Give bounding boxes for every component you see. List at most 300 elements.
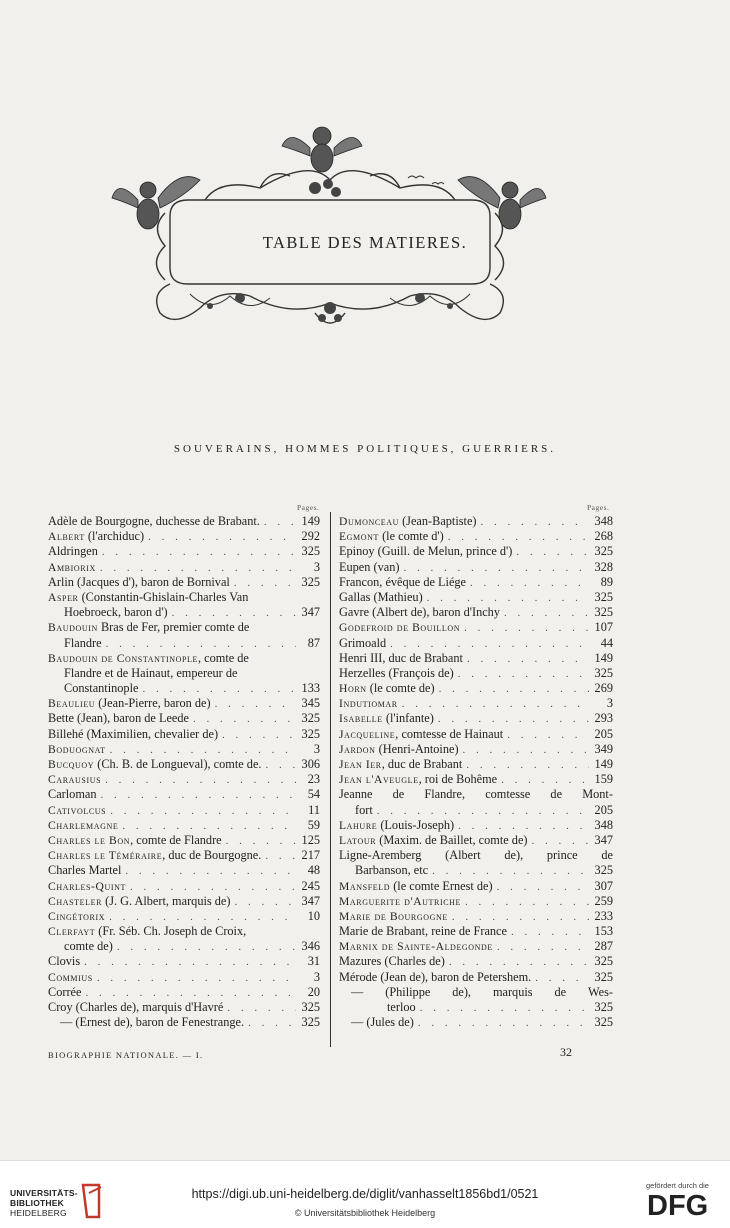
leader-dots — [102, 545, 296, 559]
index-entry — [48, 879, 320, 894]
entry-continuation: Constantinople — [64, 681, 139, 696]
entry-detail: (Ch. B. de Longueval), comte de. — [94, 757, 262, 771]
entry-name — [48, 803, 106, 818]
leader-dots — [125, 864, 296, 878]
entry-word: de — [601, 848, 613, 863]
entry-text: (Jules de) — [366, 1015, 414, 1030]
index-entry — [48, 985, 320, 1000]
index-entry — [48, 848, 320, 863]
entry-name — [48, 848, 261, 863]
leader-dots — [122, 819, 296, 833]
entry-surname: Egmont — [339, 530, 380, 544]
entry-page: 328 — [594, 559, 613, 574]
leader-dots — [432, 864, 589, 878]
index-entry — [48, 651, 320, 697]
entry-name — [339, 711, 434, 726]
entry-page: 325 — [594, 954, 613, 969]
entry-page: 347 — [594, 832, 613, 847]
entry-name — [48, 544, 98, 559]
entry-line — [48, 772, 320, 787]
entry-surname: Godefroid de Bouillon — [339, 621, 461, 635]
entry-name — [339, 894, 461, 909]
entry-detail: (Fr. Séb. Ch. Joseph de Croix, — [95, 924, 247, 939]
index-entry — [48, 970, 320, 985]
index-entry — [339, 787, 613, 817]
entry-line — [339, 757, 613, 772]
entry-line — [339, 879, 613, 894]
index-entry — [339, 560, 613, 575]
leader-dots — [439, 682, 589, 696]
leader-dots — [449, 955, 589, 969]
index-entry — [48, 711, 320, 726]
entry-name — [48, 787, 97, 802]
entry-line — [339, 1000, 613, 1015]
entry-line — [48, 636, 320, 651]
entry-page: 325 — [301, 726, 320, 741]
entry-page: 87 — [307, 635, 320, 650]
entry-line — [339, 848, 613, 863]
entry-line — [339, 742, 613, 757]
entry-name — [48, 727, 218, 742]
index-entry — [48, 833, 320, 848]
entry-continuation: fort — [355, 802, 373, 817]
index-entry — [339, 848, 613, 878]
entry-name — [48, 772, 101, 787]
leader-dots — [110, 743, 296, 757]
entry-line — [48, 939, 320, 954]
entry-line — [339, 711, 613, 726]
leader-dots — [470, 576, 589, 590]
pages-label-right: Pages. — [587, 503, 610, 512]
entry-line — [48, 605, 320, 620]
leader-dots — [215, 697, 296, 711]
entry-page: 153 — [594, 924, 613, 939]
entry-page: 10 — [307, 908, 320, 923]
entry-detail: , comte de — [198, 650, 249, 665]
entry-surname: Horn — [339, 682, 367, 696]
entry-line — [48, 681, 320, 696]
entry-surname: Charles le Téméraire — [48, 849, 163, 863]
entry-name — [339, 909, 448, 924]
entry-surname: Chasteler — [48, 894, 103, 908]
leader-dots — [117, 940, 296, 954]
entry-line — [339, 1015, 613, 1030]
index-column-left — [48, 514, 320, 1030]
index-entry — [339, 742, 613, 757]
entry-page: 325 — [594, 544, 613, 559]
entry-continuation: comte de) — [64, 939, 113, 954]
index-entry — [339, 711, 613, 726]
entry-name — [339, 818, 454, 833]
leader-dots — [420, 1001, 589, 1015]
entry-line — [48, 954, 320, 969]
index-entry — [339, 772, 613, 787]
entry-line — [48, 514, 320, 529]
entry-line — [339, 529, 613, 544]
index-entry — [339, 924, 613, 939]
index-entry — [339, 894, 613, 909]
entry-line — [339, 803, 613, 818]
index-entry — [339, 727, 613, 742]
leader-dots — [466, 758, 589, 772]
leader-dots — [481, 515, 589, 529]
entry-line — [48, 909, 320, 924]
entry-detail: , comte de Flandre — [130, 832, 222, 847]
entry-text: Grimoald — [339, 635, 387, 650]
entry-line — [339, 833, 613, 848]
entry-page: 259 — [594, 893, 613, 908]
entry-page: 11 — [308, 802, 320, 817]
entry-page: 325 — [594, 605, 613, 620]
entry-name — [339, 575, 466, 590]
entry-page: 269 — [594, 681, 613, 696]
index-entry — [339, 636, 613, 651]
leader-dots — [84, 955, 296, 969]
leader-dots — [234, 895, 296, 909]
entry-text: Aldringen — [48, 544, 98, 559]
entry-name — [339, 590, 423, 605]
entry-text: Gallas (Mathieu) — [339, 589, 423, 604]
entry-page: 3 — [606, 696, 613, 711]
entry-detail: (Jean-Baptiste) — [399, 514, 477, 528]
entry-line — [339, 863, 613, 878]
entry-line — [339, 605, 613, 620]
entry-line — [48, 666, 320, 681]
entry-surname: Beaulieu — [48, 697, 96, 711]
entry-page: 325 — [594, 1015, 613, 1030]
vignette-title: TABLE DES MATIERES. — [262, 233, 468, 252]
entry-name — [339, 681, 435, 696]
entry-word: — — [351, 984, 364, 999]
leader-dots — [248, 1016, 296, 1030]
entry-surname: Boduognat — [48, 742, 106, 756]
entry-detail: (Henri-Antoine) — [375, 741, 459, 756]
entry-name — [48, 529, 144, 544]
entry-detail: (Constantin-Ghislain-Charles Van — [78, 589, 249, 604]
entry-line — [48, 651, 320, 666]
entry-line — [339, 666, 613, 681]
entry-line — [339, 681, 613, 696]
entry-name — [48, 924, 246, 938]
index-entry — [48, 529, 320, 544]
index-entry — [339, 833, 613, 848]
entry-name — [339, 514, 477, 529]
index-entry — [48, 514, 320, 529]
leader-dots — [448, 530, 589, 544]
entry-line — [339, 696, 613, 711]
entry-name — [339, 954, 445, 969]
entry-name — [339, 529, 444, 544]
entry-name — [48, 651, 249, 665]
entry-surname: Commius — [48, 970, 93, 984]
entry-page: 325 — [594, 863, 613, 878]
index-entry — [48, 1015, 320, 1030]
entry-surname: Cingétorix — [48, 909, 106, 923]
entry-name — [339, 939, 493, 954]
entry-page: 345 — [301, 696, 320, 711]
permalink-url[interactable]: https://digi.ub.uni-heidelberg.de/diglit/vanhasselt1856bd1/0521 — [191, 1187, 539, 1201]
entry-line — [339, 939, 613, 954]
entry-line — [48, 1000, 320, 1015]
entry-name — [339, 560, 399, 575]
index-entry — [339, 544, 613, 559]
entry-name — [48, 833, 222, 848]
entry-line — [48, 727, 320, 742]
leader-dots — [85, 986, 296, 1000]
entry-name — [48, 909, 105, 924]
entry-page: 268 — [594, 529, 613, 544]
entry-surname: Marnix de Sainte-Aldegonde — [339, 940, 493, 954]
entry-continuation: Flandre — [64, 635, 102, 650]
entry-text: Eupen (van) — [339, 559, 400, 574]
entry-detail: (Maxim. de Baillet, comte de) — [376, 832, 528, 847]
leader-dots — [377, 804, 589, 818]
leader-dots — [172, 606, 296, 620]
entry-name — [48, 711, 189, 726]
entry-word: Flandre, — [424, 787, 466, 802]
leader-dots — [142, 682, 296, 696]
entry-page: 325 — [301, 1015, 320, 1030]
entry-text: Epinoy (Guill. de Melun, prince d') — [339, 544, 513, 559]
index-entry — [48, 727, 320, 742]
column-divider — [330, 512, 331, 1047]
entry-name — [48, 818, 118, 833]
entry-name — [48, 970, 93, 985]
entry-surname: Carausius — [48, 773, 102, 787]
entry-surname: Jean Ier — [339, 758, 382, 771]
entry-page: 348 — [594, 514, 613, 528]
leader-dots — [438, 712, 589, 726]
entry-text: Francon, évêque de Liége — [339, 574, 467, 589]
leader-dots — [264, 515, 296, 529]
entry-word: Mont- — [582, 787, 613, 802]
entry-line — [339, 544, 613, 559]
index-entry — [48, 544, 320, 559]
entry-line — [48, 575, 320, 590]
index-entry — [48, 787, 320, 802]
entry-name — [48, 863, 121, 878]
entry-detail: , duc de Bourgogne. — [162, 848, 262, 863]
entry-text: Corrée — [48, 984, 82, 999]
entry-surname: Marguerite d'Autriche — [339, 894, 462, 908]
leader-dots — [105, 773, 296, 787]
entry-line — [339, 894, 613, 909]
entry-detail: (Louis-Joseph) — [377, 817, 455, 832]
entry-surname: Marie de Bourgogne — [339, 909, 448, 923]
entry-text: (Ernest de), baron de Fenestrange. — [75, 1015, 245, 1030]
entry-name — [339, 742, 459, 757]
entry-text: Marie de Brabant, reine de France — [339, 924, 507, 939]
entry-page: 3 — [313, 969, 320, 984]
entry-page: 325 — [301, 1000, 320, 1014]
index-entry — [339, 590, 613, 605]
entry-line — [339, 590, 613, 605]
entry-word: (Philippe — [385, 984, 431, 999]
entry-page: 3 — [313, 559, 320, 574]
entry-detail: (le comte d') — [379, 529, 444, 544]
entry-page: 292 — [301, 529, 320, 544]
entry-line — [48, 529, 320, 544]
entry-detail: (le comte de) — [366, 681, 435, 696]
entry-page: 348 — [594, 817, 613, 832]
entry-name — [48, 879, 126, 894]
leader-dots — [101, 788, 297, 802]
entry-surname: Latour — [339, 833, 377, 847]
entry-line — [48, 863, 320, 878]
entry-text: Mérode (Jean de), baron de Petershem. — [339, 969, 532, 984]
leader-dots — [501, 773, 589, 787]
leader-dots — [403, 561, 589, 575]
entry-surname: Dumonceau — [339, 515, 399, 528]
leader-dots — [100, 561, 296, 575]
index-entry — [339, 575, 613, 590]
entry-line — [48, 833, 320, 848]
index-entry — [48, 560, 320, 575]
entry-text: Clovis — [48, 954, 81, 969]
entry-name — [339, 970, 531, 985]
leader-dots — [402, 697, 589, 711]
leader-dots — [504, 606, 589, 620]
index-entry — [339, 605, 613, 620]
entry-detail: Bras de Fer, premier comte de — [97, 620, 250, 635]
index-entry — [339, 939, 613, 954]
entry-name — [339, 833, 528, 848]
entry-page: 125 — [301, 832, 320, 847]
index-entry — [48, 742, 320, 757]
entry-page: 325 — [301, 544, 320, 559]
entry-text: Gavre (Albert de), baron d'Inchy — [339, 605, 500, 620]
index-entry — [48, 620, 320, 650]
entry-text: Croy (Charles de), marquis d'Havré — [48, 1000, 224, 1014]
entry-page: 54 — [307, 787, 320, 802]
entry-page: 347 — [301, 605, 320, 620]
index-entry — [339, 620, 613, 635]
uni-name-line: UNIVERSITÄTS- — [10, 1188, 78, 1198]
entry-page: 205 — [594, 802, 613, 817]
leader-dots — [227, 1001, 296, 1015]
entry-detail: (Jean-Pierre, baron de) — [95, 696, 211, 711]
entry-surname: Albert — [48, 530, 85, 544]
index-entry — [48, 863, 320, 878]
entry-page: 217 — [301, 848, 320, 863]
entry-line — [339, 727, 613, 742]
index-column-right — [339, 514, 613, 1030]
ornamental-vignette — [110, 118, 550, 340]
leader-dots — [507, 728, 589, 742]
entry-page: 89 — [600, 574, 613, 589]
entry-line — [339, 985, 613, 1000]
entry-surname: Charles le Bon — [48, 833, 131, 847]
entry-name — [48, 560, 96, 575]
leader-dots — [266, 758, 297, 772]
leader-dots — [234, 576, 296, 590]
entry-surname: Charlemagne — [48, 818, 119, 832]
leader-dots — [226, 834, 296, 848]
index-entry — [48, 1000, 320, 1015]
entry-line — [339, 560, 613, 575]
entry-name — [339, 636, 386, 651]
entry-text: Bette (Jean), baron de Leede — [48, 711, 189, 726]
index-entry — [48, 590, 320, 620]
entry-line — [48, 544, 320, 559]
index-entry — [48, 894, 320, 909]
entry-page: 325 — [301, 711, 320, 726]
leader-dots — [148, 530, 296, 544]
leader-dots — [463, 743, 589, 757]
leader-dots — [265, 849, 296, 863]
entry-page: 20 — [307, 984, 320, 999]
leader-dots — [110, 804, 296, 818]
entry-text: Charles Martel — [48, 863, 122, 878]
uni-name-line: HEIDELBERG — [10, 1208, 67, 1218]
index-entry — [339, 696, 613, 711]
leader-dots — [222, 728, 296, 742]
leader-dots — [427, 591, 589, 605]
entry-name — [48, 985, 81, 1000]
entry-surname: Baudouin de Constantinople — [48, 651, 198, 665]
entry-text: Henri III, duc de Brabant — [339, 650, 463, 665]
leader-dots — [390, 637, 589, 651]
entry-name — [48, 894, 230, 909]
entry-page: 44 — [600, 635, 613, 650]
index-entry — [48, 818, 320, 833]
entry-word: comtesse — [485, 787, 531, 802]
entry-surname: Baudouin — [48, 621, 98, 635]
entry-page: 149 — [301, 514, 320, 528]
entry-line — [339, 924, 613, 939]
entry-name — [48, 954, 80, 969]
entry-page: 325 — [301, 574, 320, 589]
entry-page: 349 — [594, 741, 613, 756]
leader-dots — [458, 819, 589, 833]
entry-word: de), — [452, 984, 472, 999]
entry-page: 347 — [301, 893, 320, 908]
entry-line — [339, 909, 613, 924]
leader-dots — [106, 637, 296, 651]
entry-line — [339, 818, 613, 833]
entry-line — [339, 787, 613, 802]
entry-detail: , roi de Bohême — [418, 772, 498, 787]
entry-line — [339, 636, 613, 651]
index-entry — [339, 985, 613, 1015]
index-entry — [48, 696, 320, 711]
entry-line — [339, 651, 613, 666]
entry-page: 107 — [594, 620, 613, 635]
entry-detail: , comtesse de Hainaut — [395, 726, 504, 741]
footer-signature: BIOGRAPHIE NATIONALE. — I. — [48, 1050, 204, 1060]
entry-word: prince — [546, 848, 578, 863]
entry-line — [48, 879, 320, 894]
entry-page: 149 — [594, 650, 613, 665]
entry-page: 133 — [301, 681, 320, 696]
entry-name — [48, 757, 262, 772]
entry-name — [48, 696, 211, 711]
index-entry — [339, 954, 613, 969]
index-entry — [48, 757, 320, 772]
entry-page: 325 — [594, 1000, 613, 1014]
entry-text: Billehé (Maximilien, chevalier de) — [48, 726, 219, 741]
entry-word: Wes- — [588, 984, 613, 999]
entry-word: Jeanne — [339, 787, 373, 802]
section-heading: SOUVERAINS, HOMMES POLITIQUES, GUERRIERS. — [173, 443, 557, 455]
index-entry — [48, 924, 320, 954]
entry-line — [48, 757, 320, 772]
entry-line — [48, 924, 320, 939]
entry-word: (Albert — [445, 848, 481, 863]
leader-dots — [458, 667, 589, 681]
entry-dash: — — [351, 1015, 367, 1030]
entry-name — [339, 772, 497, 787]
